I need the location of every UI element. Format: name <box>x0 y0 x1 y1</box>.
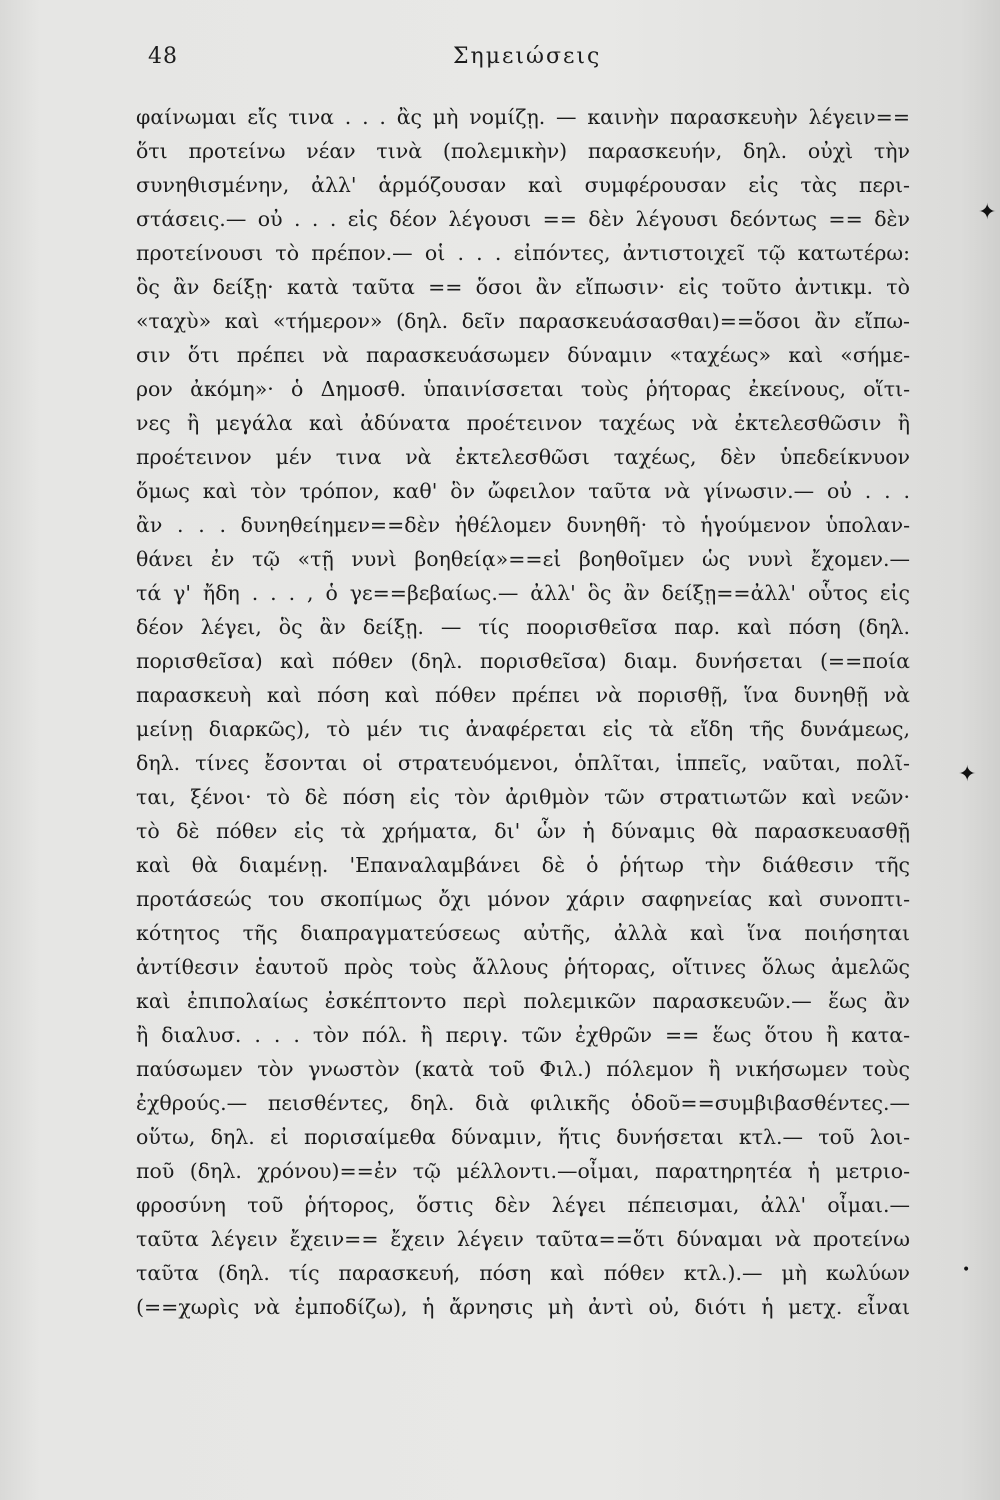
text-line: ἀντίθεσιν ἑαυτοῦ πρὸς τοὺς ἄλλους ῥήτορας, οἵτινες ὅλως ἀμελῶς <box>136 955 910 979</box>
text-line: καὶ ἐπιπολαίως ἐσκέπτοντο περὶ πολεμικῶν παρασκευῶν.— ἕως ἂν <box>136 989 910 1013</box>
text-line: καὶ θὰ διαμένῃ. 'Επαναλαμβάνει δὲ ὁ ῥήτωρ τὴν διάθεσιν τῆς <box>136 853 910 877</box>
text-line: ἢ διαλυσ. . . . τὸν πόλ. ἢ περιγ. τῶν ἐχθρῶν == ἕως ὅτου ἢ κατα- <box>136 1023 910 1047</box>
text-line: τὸ δὲ πόθεν εἰς τὰ χρήματα, δι' ὧν ἡ δύναμις θὰ παρασκευασθῇ <box>136 819 910 843</box>
text-line: νες ἢ μεγάλα καὶ ἀδύνατα προέτεινον ταχέως νὰ ἐκτελεσθῶσιν ἢ <box>136 411 910 435</box>
text-line: παρασκευὴ καὶ πόση καὶ πόθεν πρέπει νὰ πορισθῇ, ἵνα δυνηθῇ νὰ <box>136 683 910 707</box>
text-line: συνηθισμένην, ἀλλ' ἁρμόζουσαν καὶ συμφέρουσαν εἰς τὰς περι- <box>136 173 910 197</box>
text-line: δέον λέγει, ὃς ἂν δείξῃ. — τίς ποορισθεῖσα παρ. καὶ πόση (δηλ. <box>136 615 910 639</box>
text-line: σιν ὅτι πρέπει νὰ παρασκευάσωμεν δύναμιν «ταχέως» καὶ «σήμε- <box>136 343 910 367</box>
page-number: 48 <box>148 44 178 69</box>
text-line: δηλ. τίνες ἔσονται οἱ στρατευόμενοι, ὁπλῖται, ἱππεῖς, ναῦται, πολῖ- <box>136 751 910 775</box>
text-line: μείνῃ διαρκῶς), τὸ μέν τις ἀναφέρεται εἰς τὰ εἴδη τῆς δυνάμεως, <box>136 717 910 741</box>
text-line: ὅμως καὶ τὸν τρόπον, καθ' ὃν ὤφειλον ταῦτα νὰ γίνωσιν.— οὐ . . . <box>136 479 910 503</box>
text-line: πορισθεῖσα) καὶ πόθεν (δηλ. πορισθεῖσα) διαμ. δυνήσεται (==ποία <box>136 649 910 673</box>
text-line: φαίνωμαι εἴς τινα . . . ἂς μὴ νομίζῃ. — καινὴν παρασκευὴν λέγειν== <box>136 105 910 129</box>
running-head: Σημειώσεις <box>453 44 602 69</box>
text-line: «ταχὺ» καὶ «τήμερον» (δηλ. δεῖν παρασκευάσασθαι)==ὅσοι ἂν εἴπω- <box>136 309 910 333</box>
text-line: στάσεις.— οὐ . . . εἰς δέον λέγουσι == δὲν λέγουσι δεόντως == δὲν <box>136 207 910 231</box>
text-line: ρον ἀκόμη»· ὁ Δημοσθ. ὑπαινίσσεται τοὺς ῥήτορας ἐκείνους, οἵτι- <box>136 377 910 401</box>
text-line: ταῦτα (δηλ. τίς παρασκευή, πόση καὶ πόθεν κτλ.).— μὴ κωλύων <box>136 1261 910 1285</box>
text-line: ἐχθρούς.— πεισθέντες, δηλ. διὰ φιλικῆς ὁδοῦ==συμβιβασθέντες.— <box>136 1091 910 1115</box>
text-line: ἂν . . . δυνηθείημεν==δὲν ἠθέλομεν δυνηθῆ· τὸ ἡγούμενον ὑπολαν- <box>136 513 910 537</box>
page-header <box>148 44 908 84</box>
text-line: οὕτω, δηλ. εἰ πορισαίμεθα δύναμιν, ἥτις δυνήσεται κτλ.— τοῦ λοι- <box>136 1125 910 1149</box>
text-line: ὅτι προτείνω νέαν τινὰ (πολεμικὴν) παρασκευήν, δηλ. οὐχὶ τὴν <box>136 139 910 163</box>
text-line: θάνει ἐν τῷ «τῇ νυνὶ βοηθείᾳ»==εἰ βοηθοῖμεν ὡς νυνὶ ἔχομεν.— <box>136 547 910 571</box>
text-line: κότητος τῆς διαπραγματεύσεως αὐτῆς, ἀλλὰ καὶ ἵνα ποιήσηται <box>136 921 910 945</box>
margin-mark-icon: ✦ <box>978 200 997 225</box>
text-line: προτείνουσι τὸ πρέπον.— οἱ . . . εἰπόντες, ἀντιστοιχεῖ τῷ κατωτέρω: <box>136 241 910 265</box>
text-line: τά γ' ἤδη . . . , ὁ γε==βεβαίως.— ἀλλ' ὃς ἂν δείξῃ==ἀλλ' οὗτος εἰς <box>136 581 910 605</box>
text-line: ται, ξένοι· τὸ δὲ πόση εἰς τὸν ἀριθμὸν τῶν στρατιωτῶν καὶ νεῶν· <box>136 785 910 809</box>
text-line: προτάσεώς του σκοπίμως ὄχι μόνον χάριν σαφηνείας καὶ συνοπτι- <box>136 887 910 911</box>
body-text <box>136 100 910 1324</box>
text-line: (==χωρὶς νὰ ἐμποδίζω), ἡ ἄρνησις μὴ ἀντὶ οὐ, διότι ἡ μετχ. εἶναι <box>136 1295 910 1319</box>
text-line: ὃς ἂν δείξῃ· κατὰ ταῦτα == ὅσοι ἂν εἴπωσιν· εἰς τοῦτο ἀντικμ. τὸ <box>136 275 910 299</box>
text-line: παύσωμεν τὸν γνωστὸν (κατὰ τοῦ Φιλ.) πόλεμον ἢ νικήσωμεν τοὺς <box>136 1057 910 1081</box>
text-line: ποῦ (δηλ. χρόνου)==ἐν τῷ μέλλοντι.—οἶμαι, παρατηρητέα ἡ μετριο- <box>136 1159 910 1183</box>
text-line: ταῦτα λέγειν ἔχειν== ἔχειν λέγειν ταῦτα==ὅτι δύναμαι νὰ προτείνω <box>136 1227 910 1251</box>
text-line: φροσύνη τοῦ ῥήτορος, ὅστις δὲν λέγει πέπεισμαι, ἀλλ' οἶμαι.— <box>136 1193 910 1217</box>
text-line: προέτεινον μέν τινα νὰ ἐκτελεσθῶσι ταχέως, δὲν ὑπεδείκνυον <box>136 445 910 469</box>
margin-mark-icon: ✦ <box>958 762 977 787</box>
margin-dot-icon: • <box>962 1262 971 1278</box>
